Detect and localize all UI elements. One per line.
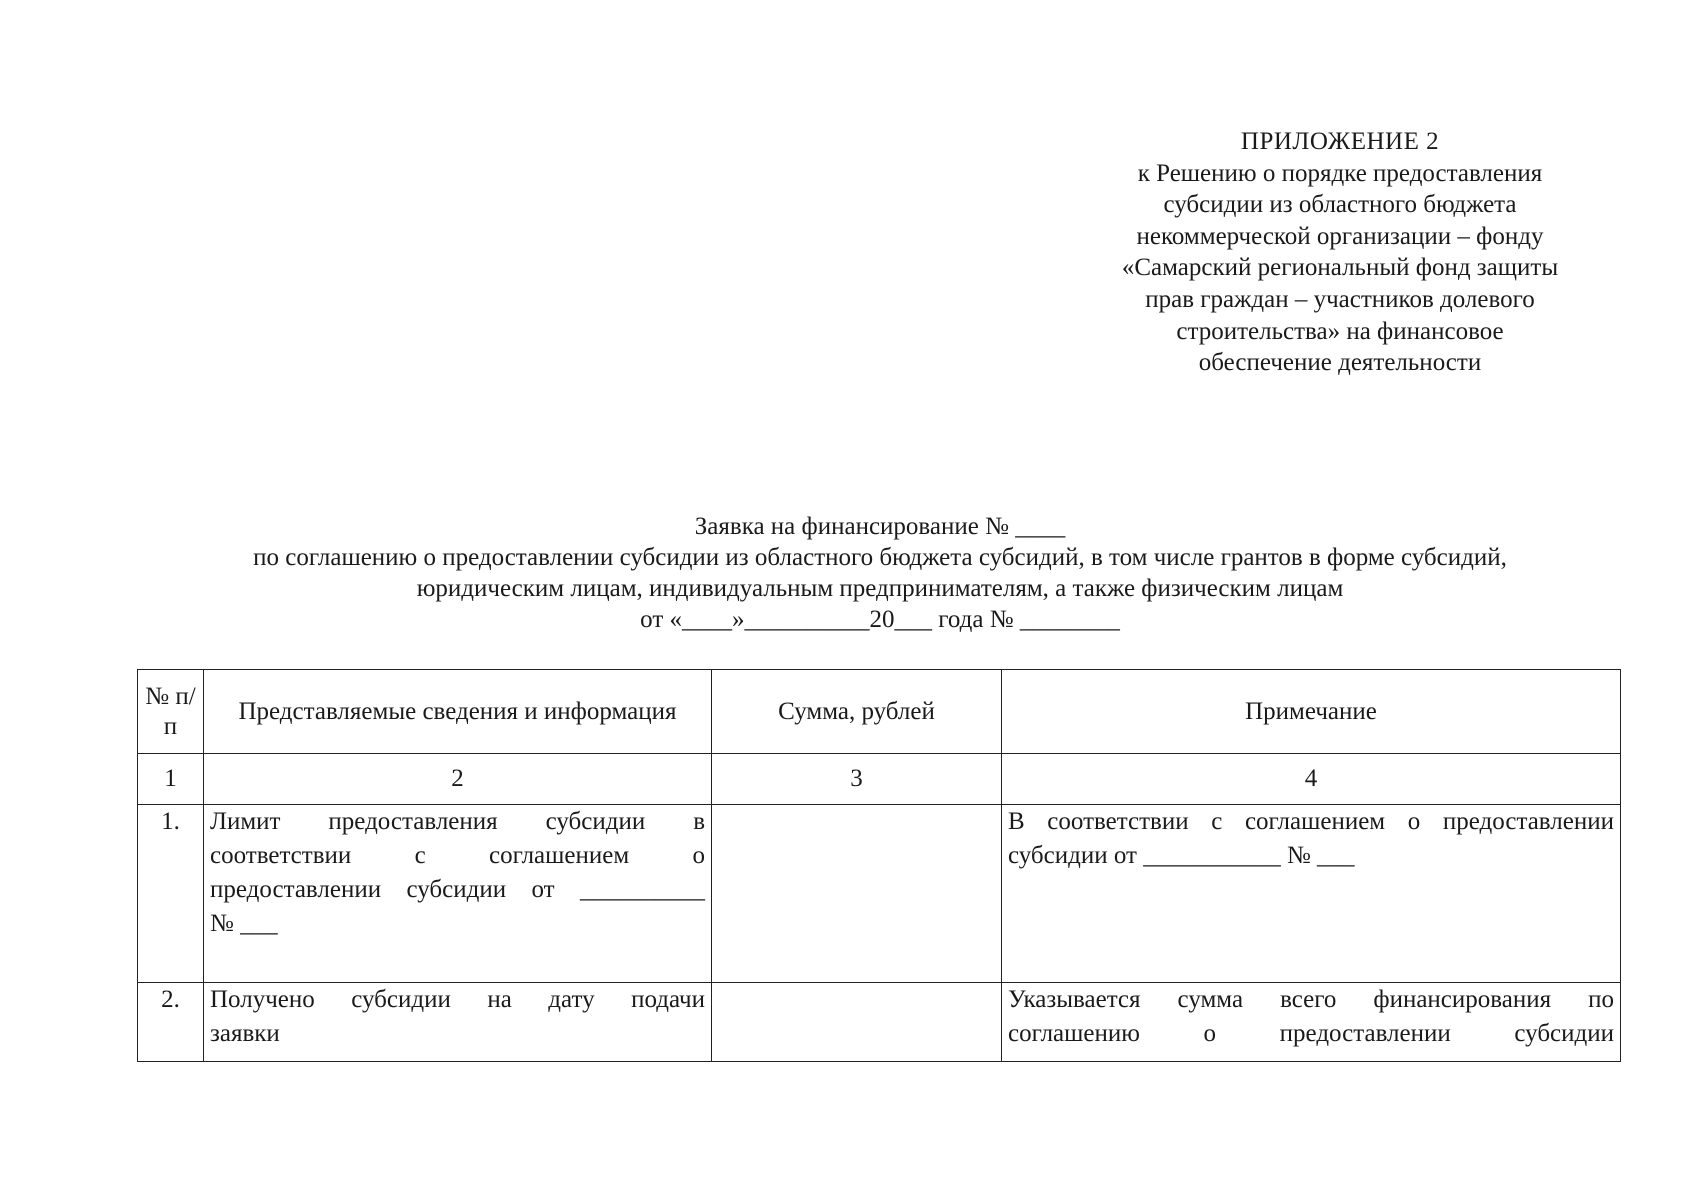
row-info-text: Лимит предоставления субсидии в соответствии с соглашением о предоставлении субсидии от __________: [210, 808, 705, 903]
row-note: [1002, 805, 1621, 983]
appendix-line: строительства» на финансовое: [1176, 317, 1504, 345]
row-info-text-end: № ___: [210, 910, 278, 937]
appendix-line: прав граждан – участников долевого: [1145, 285, 1535, 313]
table-header-row: [138, 670, 1621, 754]
appendix-line: «Самарский региональный фонд защиты: [1121, 254, 1559, 282]
column-number: 2: [204, 754, 712, 805]
column-number: 3: [712, 754, 1002, 805]
row-note-text-end: субсидии от ___________ № ___: [1008, 842, 1355, 869]
appendix-block: [1080, 126, 1600, 379]
row-sum: [712, 805, 1002, 983]
row-info-text: Получено субсидии на дату подачи: [210, 986, 705, 1013]
column-number: 4: [1002, 754, 1621, 805]
row-info: [204, 983, 712, 1062]
appendix-line: обеспечение деятельности: [1198, 349, 1482, 377]
header-number: № п/п: [138, 670, 204, 754]
row-note: [1002, 983, 1621, 1062]
appendix-line: некоммерческой организации – фонду: [1136, 222, 1544, 250]
column-number-row: [138, 754, 1621, 805]
column-number: 1: [138, 754, 204, 805]
table-row: [138, 805, 1621, 983]
header-sum: Сумма, рублей: [712, 670, 1002, 754]
application-table: [137, 669, 1621, 1062]
row-note-text: Указывается сумма всего финансирования по: [1008, 986, 1614, 1013]
row-number: 1.: [138, 805, 204, 983]
row-note-text-end: соглашению о предоставлении субсидии: [1008, 1020, 1614, 1047]
row-number: 2.: [138, 983, 204, 1062]
appendix-title: ПРИЛОЖЕНИЕ 2: [1240, 128, 1440, 155]
row-info-text-end: заявки: [210, 1020, 280, 1047]
row-note-text: В соответствии с соглашением о предоставлении: [1008, 808, 1614, 835]
header-note: Примечание: [1002, 670, 1621, 754]
row-sum: [712, 983, 1002, 1062]
appendix-line: субсидии из областного бюджета: [1163, 191, 1517, 219]
heading-title: Заявка на финансирование № ____: [694, 513, 1066, 540]
row-info: [204, 805, 712, 983]
table-row: [138, 983, 1621, 1062]
application-heading: [120, 511, 1640, 635]
heading-date-line: от «____»__________20___ года № ________: [640, 606, 1120, 633]
header-info: Представляемые сведения и информация: [204, 670, 712, 754]
appendix-line: к Решению о порядке предоставления: [1137, 159, 1543, 187]
heading-line: по соглашению о предоставлении субсидии из областного бюджета субсидий, в том числе грантов в форме субсидий,: [253, 544, 1507, 571]
heading-line: юридическим лицам, индивидуальным предпринимателям, а также физическим лицам: [416, 575, 1344, 602]
